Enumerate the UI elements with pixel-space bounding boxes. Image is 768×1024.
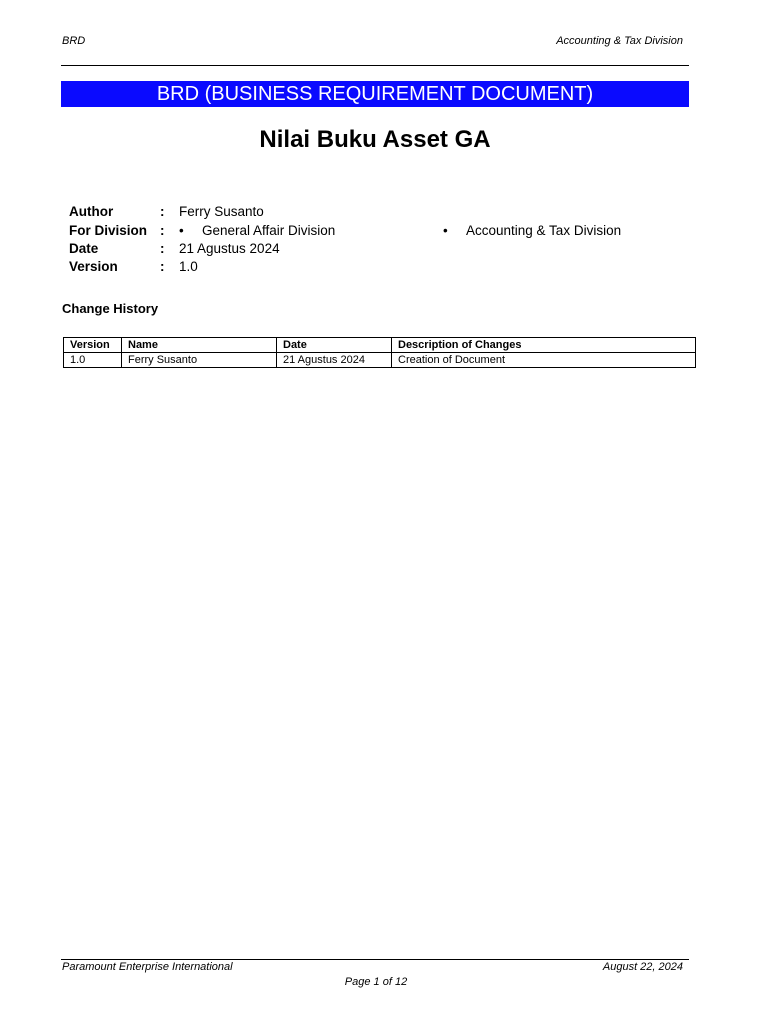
- table-row: [64, 353, 696, 368]
- header-rule: [61, 65, 689, 66]
- division-label: For Division: [69, 223, 148, 238]
- table-cell: Ferry Susanto: [122, 353, 277, 368]
- division-colon: :: [160, 223, 165, 238]
- column-header: Description of Changes: [392, 338, 696, 353]
- change-history-table: [63, 337, 696, 368]
- author-value: Ferry Susanto: [179, 204, 264, 219]
- header-doc-type: BRD: [62, 35, 86, 47]
- division-row: [69, 222, 669, 240]
- footer-rule: [61, 959, 689, 960]
- version-value: 1.0: [179, 259, 198, 274]
- change-history-title: Change History: [62, 301, 159, 316]
- table-header-row: [64, 338, 696, 353]
- page-prefix: Page: [344, 976, 371, 988]
- page-current: 1: [373, 976, 380, 988]
- column-header: Date: [277, 338, 392, 353]
- bullet-icon: •: [443, 223, 448, 238]
- page-total: 12: [394, 976, 408, 988]
- column-header: Version: [64, 338, 122, 353]
- date-label: Date: [69, 241, 99, 256]
- page-of: of: [382, 976, 392, 988]
- division-name: General Affair Division: [202, 223, 336, 238]
- footer-date: August 22, 2024: [602, 961, 683, 973]
- version-colon: :: [160, 259, 165, 274]
- division-name: Accounting & Tax Division: [466, 223, 622, 238]
- author-colon: :: [160, 204, 165, 219]
- table-cell: 1.0: [64, 353, 122, 368]
- author-label: Author: [69, 204, 114, 219]
- footer-company: Paramount Enterprise International: [62, 961, 233, 973]
- date-value: 21 Agustus 2024: [179, 241, 280, 256]
- version-label: Version: [69, 259, 118, 274]
- date-colon: :: [160, 241, 165, 256]
- bullet-icon: •: [179, 223, 184, 238]
- document-title: Nilai Buku Asset GA: [259, 126, 491, 153]
- document-banner: BRD (BUSINESS REQUIREMENT DOCUMENT): [61, 81, 689, 107]
- table-cell: 21 Agustus 2024: [277, 353, 392, 368]
- column-header: Name: [122, 338, 277, 353]
- page-number: [0, 976, 752, 988]
- table-cell: Creation of Document: [392, 353, 696, 368]
- header-division: Accounting & Tax Division: [556, 35, 683, 47]
